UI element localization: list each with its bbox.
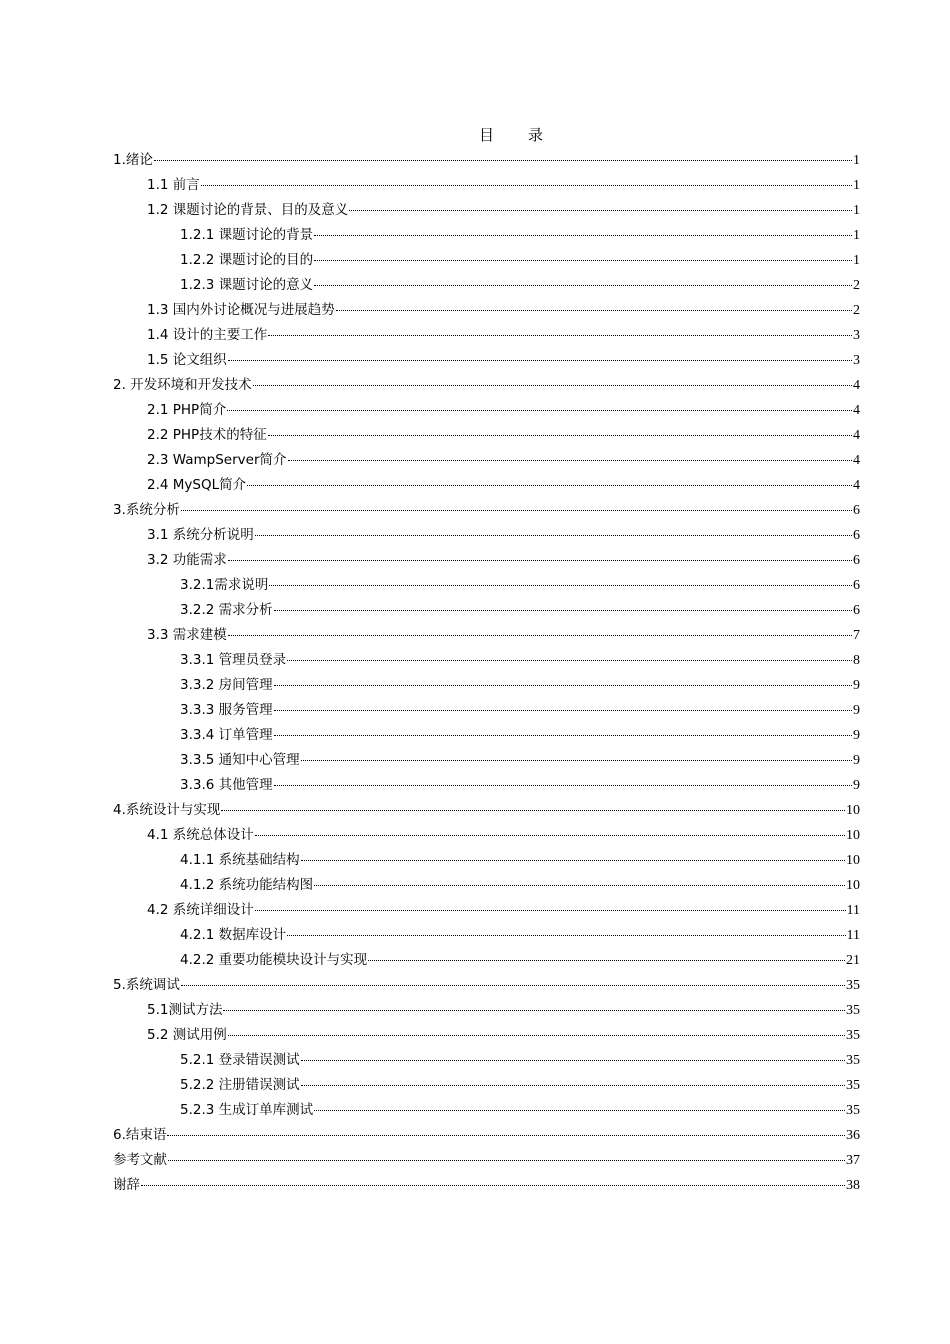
toc-entry-page-number: 1 bbox=[853, 178, 860, 193]
dot-leader bbox=[141, 1185, 845, 1186]
toc-entry-text: 5.系统调试 bbox=[113, 977, 180, 993]
toc-entry-page-number: 3 bbox=[853, 328, 860, 343]
dot-leader bbox=[301, 860, 845, 861]
dot-leader bbox=[288, 460, 852, 461]
toc-entry[interactable] bbox=[113, 198, 860, 223]
toc-entry[interactable] bbox=[113, 1123, 860, 1148]
dot-leader bbox=[336, 310, 852, 311]
toc-entry-page-number: 2 bbox=[853, 303, 860, 318]
toc-entry[interactable] bbox=[113, 1148, 860, 1173]
toc-entry[interactable] bbox=[113, 698, 860, 723]
toc-entry[interactable] bbox=[113, 448, 860, 473]
dot-leader bbox=[287, 660, 852, 661]
toc-entry[interactable] bbox=[113, 898, 860, 923]
toc-entry-text: 3.3.3 服务管理 bbox=[180, 702, 273, 718]
dot-leader bbox=[253, 385, 852, 386]
toc-entry[interactable] bbox=[113, 1173, 860, 1198]
toc-entry-text: 1.2 课题讨论的背景、目的及意义 bbox=[147, 202, 349, 218]
toc-title-char-1: 目 bbox=[478, 126, 494, 144]
toc-entry-page-number: 9 bbox=[853, 728, 860, 743]
dot-leader bbox=[268, 435, 852, 436]
toc-entry-page-number: 6 bbox=[853, 603, 860, 618]
toc-entry[interactable] bbox=[113, 648, 860, 673]
dot-leader bbox=[167, 1135, 845, 1136]
toc-entry-page-number: 35 bbox=[846, 1103, 860, 1118]
toc-entry-page-number: 35 bbox=[846, 1078, 860, 1093]
toc-entry-page-number: 35 bbox=[846, 978, 860, 993]
toc-entry-text: 1.1 前言 bbox=[147, 177, 200, 193]
toc-entry-text: 6.结束语 bbox=[113, 1127, 167, 1143]
toc-entry-text: 1.2.2 课题讨论的目的 bbox=[180, 252, 314, 268]
toc-entry-text: 3.3 需求建模 bbox=[147, 627, 227, 643]
dot-leader bbox=[314, 235, 852, 236]
toc-entry-page-number: 2 bbox=[853, 278, 860, 293]
toc-entry-text: 3.系统分析 bbox=[113, 502, 180, 518]
toc-entry-text: 2. 开发环境和开发技术 bbox=[113, 377, 252, 393]
toc-entry[interactable] bbox=[113, 348, 860, 373]
toc-entry-text: 5.2.1 登录错误测试 bbox=[180, 1052, 300, 1068]
toc-entry-text: 4.2 系统详细设计 bbox=[147, 902, 254, 918]
toc-entry[interactable] bbox=[113, 298, 860, 323]
dot-leader bbox=[314, 260, 852, 261]
toc-entry-page-number: 3 bbox=[853, 353, 860, 368]
toc-entry-page-number: 6 bbox=[853, 503, 860, 518]
toc-entry[interactable] bbox=[113, 998, 860, 1023]
toc-entry-text: 1.2.1 课题讨论的背景 bbox=[180, 227, 314, 243]
toc-entry[interactable] bbox=[113, 1073, 860, 1098]
toc-entry[interactable] bbox=[113, 398, 860, 423]
dot-leader bbox=[314, 285, 852, 286]
toc-entry[interactable] bbox=[113, 773, 860, 798]
toc-entry-text: 3.2.1需求说明 bbox=[180, 577, 269, 593]
toc-entry-page-number: 4 bbox=[853, 378, 860, 393]
toc-title-char-2: 录 bbox=[528, 126, 544, 144]
toc-entry[interactable] bbox=[113, 823, 860, 848]
dot-leader bbox=[255, 535, 852, 536]
toc-entry-text: 2.4 MySQL简介 bbox=[147, 477, 247, 493]
dot-leader bbox=[274, 610, 852, 611]
dot-leader bbox=[247, 485, 852, 486]
dot-leader bbox=[227, 410, 852, 411]
dot-leader bbox=[314, 885, 845, 886]
toc-entry-page-number: 9 bbox=[853, 703, 860, 718]
toc-entry[interactable] bbox=[113, 723, 860, 748]
dot-leader bbox=[221, 810, 845, 811]
toc-entry[interactable] bbox=[113, 248, 860, 273]
toc-entry-page-number: 9 bbox=[853, 778, 860, 793]
dot-leader bbox=[349, 210, 852, 211]
toc-entry-text: 3.2.2 需求分析 bbox=[180, 602, 273, 618]
toc-entry-page-number: 38 bbox=[846, 1178, 860, 1193]
toc-entry-page-number: 10 bbox=[846, 828, 860, 843]
dot-leader bbox=[201, 185, 852, 186]
dot-leader bbox=[228, 1035, 845, 1036]
toc-entry-text: 3.3.4 订单管理 bbox=[180, 727, 273, 743]
toc-entry-text: 5.2 测试用例 bbox=[147, 1027, 227, 1043]
dot-leader bbox=[314, 1110, 845, 1111]
toc-entry-page-number: 6 bbox=[853, 553, 860, 568]
toc-entry-page-number: 35 bbox=[846, 1028, 860, 1043]
toc-entry-page-number: 4 bbox=[853, 428, 860, 443]
toc-entry[interactable] bbox=[113, 148, 860, 173]
dot-leader bbox=[228, 560, 852, 561]
toc-entry[interactable] bbox=[113, 598, 860, 623]
dot-leader bbox=[287, 935, 845, 936]
toc-entry[interactable] bbox=[113, 673, 860, 698]
toc-entry[interactable] bbox=[113, 273, 860, 298]
dot-leader bbox=[228, 635, 852, 636]
toc-entry[interactable] bbox=[113, 873, 860, 898]
toc-entry-text: 4.2.1 数据库设计 bbox=[180, 927, 287, 943]
dot-leader bbox=[274, 735, 852, 736]
toc-entry[interactable] bbox=[113, 948, 860, 973]
toc-entry-text: 3.2 功能需求 bbox=[147, 552, 227, 568]
toc-entry-page-number: 4 bbox=[853, 403, 860, 418]
toc-entry-page-number: 4 bbox=[853, 453, 860, 468]
toc-entry[interactable] bbox=[113, 573, 860, 598]
dot-leader bbox=[301, 1085, 845, 1086]
dot-leader bbox=[268, 335, 852, 336]
toc-entry-text: 1.5 论文组织 bbox=[147, 352, 227, 368]
toc-entry-text: 4.1.1 系统基础结构 bbox=[180, 852, 300, 868]
toc-entry[interactable] bbox=[113, 498, 860, 523]
toc-entry[interactable] bbox=[113, 798, 860, 823]
toc-entry-text: 1.3 国内外讨论概况与进展趋势 bbox=[147, 302, 335, 318]
toc-entry[interactable] bbox=[113, 548, 860, 573]
dot-leader bbox=[168, 1160, 845, 1161]
dot-leader bbox=[255, 910, 846, 911]
toc-entry-text: 3.3.1 管理员登录 bbox=[180, 652, 287, 668]
toc-entry-text: 4.系统设计与实现 bbox=[113, 802, 221, 818]
toc-entry[interactable] bbox=[113, 223, 860, 248]
toc-entry-page-number: 4 bbox=[853, 478, 860, 493]
toc-entry[interactable] bbox=[113, 623, 860, 648]
dot-leader bbox=[274, 710, 852, 711]
dot-leader bbox=[181, 985, 845, 986]
toc-entry-page-number: 35 bbox=[846, 1053, 860, 1068]
toc-entry[interactable] bbox=[113, 423, 860, 448]
dot-leader bbox=[301, 1060, 845, 1061]
toc-entry-page-number: 11 bbox=[846, 903, 860, 918]
toc-entry[interactable] bbox=[113, 1048, 860, 1073]
toc-entry-text: 3.3.2 房间管理 bbox=[180, 677, 273, 693]
toc-entry-page-number: 1 bbox=[853, 228, 860, 243]
toc-entry-text: 4.1.2 系统功能结构图 bbox=[180, 877, 314, 893]
toc-entry[interactable] bbox=[113, 373, 860, 398]
dot-leader bbox=[154, 160, 852, 161]
toc-entry-page-number: 8 bbox=[853, 653, 860, 668]
toc-entry[interactable] bbox=[113, 523, 860, 548]
toc-entry[interactable] bbox=[113, 1023, 860, 1048]
dot-leader bbox=[274, 785, 852, 786]
toc-entry-page-number: 10 bbox=[846, 853, 860, 868]
toc-entry-text: 1.绪论 bbox=[113, 152, 153, 168]
toc-entry-page-number: 37 bbox=[846, 1153, 860, 1168]
toc-entry-page-number: 9 bbox=[853, 753, 860, 768]
toc-entry-text: 5.2.3 生成订单库测试 bbox=[180, 1102, 314, 1118]
toc-entry-text: 1.4 设计的主要工作 bbox=[147, 327, 268, 343]
toc-entry-text: 2.1 PHP简介 bbox=[147, 402, 227, 418]
toc-entry-text: 3.3.5 通知中心管理 bbox=[180, 752, 300, 768]
toc-entry-text: 参考文献 bbox=[113, 1152, 167, 1168]
toc-entry-page-number: 1 bbox=[853, 253, 860, 268]
toc-entry-text: 3.3.6 其他管理 bbox=[180, 777, 273, 793]
dot-leader bbox=[368, 960, 845, 961]
toc-entry-text: 4.2.2 重要功能模块设计与实现 bbox=[180, 952, 368, 968]
toc-entry-text: 5.1测试方法 bbox=[147, 1002, 223, 1018]
toc-entry[interactable] bbox=[113, 973, 860, 998]
toc-entry[interactable] bbox=[113, 1098, 860, 1123]
dot-leader bbox=[223, 1010, 845, 1011]
toc-entry-page-number: 1 bbox=[853, 153, 860, 168]
toc-entry-page-number: 11 bbox=[846, 928, 860, 943]
dot-leader bbox=[181, 510, 852, 511]
toc-entry-page-number: 10 bbox=[846, 878, 860, 893]
toc-entry-text: 2.2 PHP技术的特征 bbox=[147, 427, 267, 443]
toc-entry[interactable] bbox=[113, 173, 860, 198]
toc-entry[interactable] bbox=[113, 323, 860, 348]
toc-entry-page-number: 21 bbox=[846, 953, 860, 968]
toc-entry[interactable] bbox=[113, 923, 860, 948]
toc-entry[interactable] bbox=[113, 473, 860, 498]
toc-entry-page-number: 9 bbox=[853, 678, 860, 693]
dot-leader bbox=[274, 685, 852, 686]
toc-entry-text: 2.3 WampServer简介 bbox=[147, 452, 287, 468]
toc-entry-text: 谢辞 bbox=[113, 1177, 140, 1193]
table-of-contents bbox=[113, 148, 860, 1198]
dot-leader bbox=[228, 360, 852, 361]
dot-leader bbox=[255, 835, 845, 836]
toc-entry-text: 3.1 系统分析说明 bbox=[147, 527, 254, 543]
toc-entry-page-number: 1 bbox=[853, 203, 860, 218]
toc-entry-text: 1.2.3 课题讨论的意义 bbox=[180, 277, 314, 293]
toc-entry[interactable] bbox=[113, 848, 860, 873]
dot-leader bbox=[301, 760, 852, 761]
toc-title bbox=[0, 124, 950, 145]
toc-entry[interactable] bbox=[113, 748, 860, 773]
toc-entry-page-number: 10 bbox=[846, 803, 860, 818]
toc-entry-text: 5.2.2 注册错误测试 bbox=[180, 1077, 300, 1093]
toc-entry-page-number: 35 bbox=[846, 1003, 860, 1018]
dot-leader bbox=[269, 585, 852, 586]
toc-entry-page-number: 6 bbox=[853, 528, 860, 543]
toc-entry-page-number: 36 bbox=[846, 1128, 860, 1143]
toc-entry-text: 4.1 系统总体设计 bbox=[147, 827, 254, 843]
toc-entry-page-number: 6 bbox=[853, 578, 860, 593]
toc-entry-page-number: 7 bbox=[853, 628, 860, 643]
